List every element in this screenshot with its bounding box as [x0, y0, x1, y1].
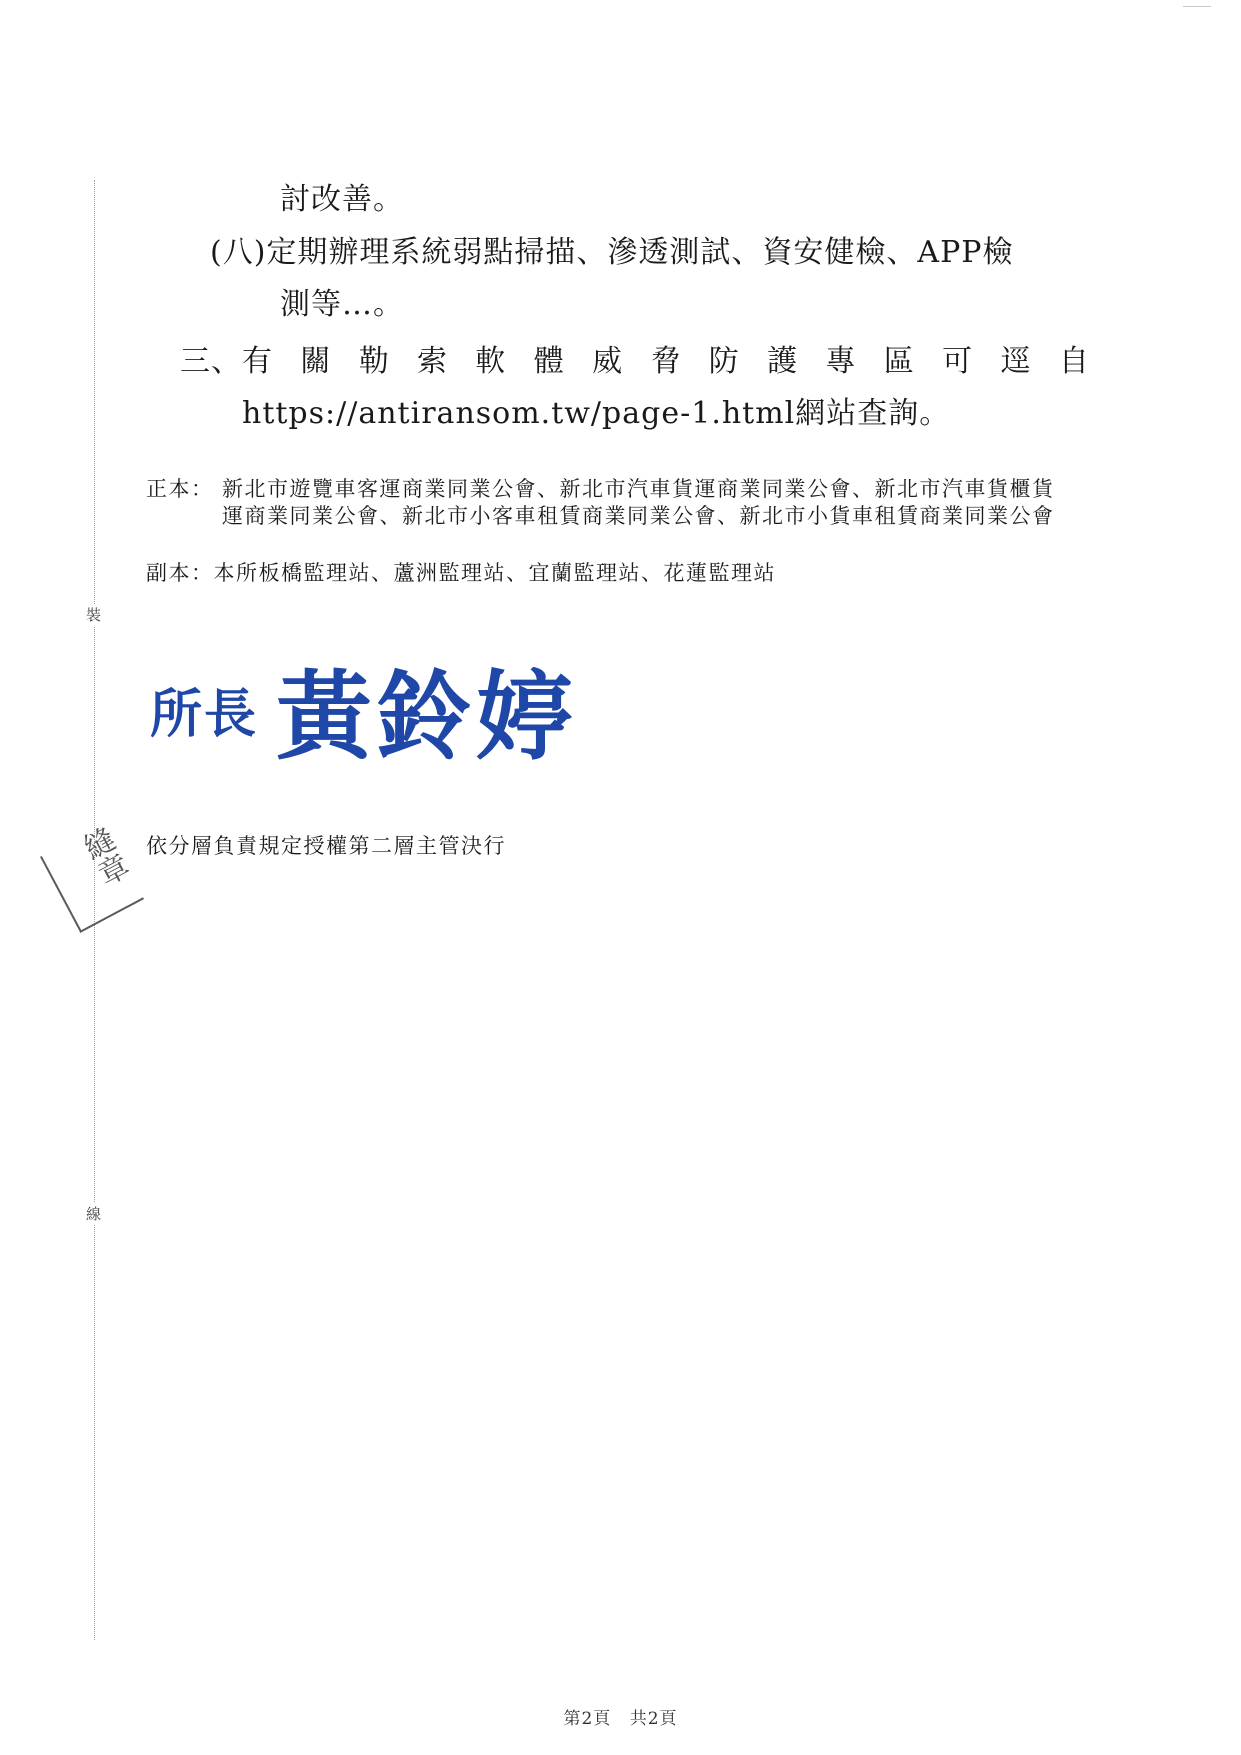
distribution-copy	[146, 560, 776, 587]
signature-name: 黃鈴婷	[276, 660, 576, 770]
body-line-4-char: 威	[592, 344, 624, 379]
body-line-4-char: 區	[883, 344, 915, 379]
signature-stamp	[146, 650, 626, 770]
body-line-4-char: 逕	[1000, 344, 1032, 379]
body-line-4-char: 自	[1058, 344, 1090, 379]
body-line-4-char: 專	[825, 344, 857, 379]
body-line-4-char: 防	[708, 344, 740, 379]
body-line-5: https://antiransom.tw/page-1.html網站查詢。	[242, 396, 951, 431]
distribution-copy-text: 本所板橋監理站、蘆洲監理站、宜蘭監理站、花蓮監理站	[213, 561, 776, 585]
body-line-1: 討改善。	[280, 182, 404, 217]
seam-stamp	[40, 823, 144, 933]
signature-title: 所長	[150, 684, 259, 745]
corner-mark	[1183, 6, 1211, 7]
distribution-main-text: 新北市遊覽車客運商業同業公會、新北市汽車貨運商業同業公會、新北市汽車貨櫃貨運商業同業公會、新北市小客車租賃商業同業公會、新北市小貨車租賃商業同業公會	[222, 477, 1055, 528]
distribution-copy-label: 副本：	[146, 561, 214, 585]
page-number-total: 共2頁	[629, 1709, 678, 1729]
body-line-4-char: 體	[533, 344, 565, 379]
binding-mark-top: 裝	[86, 606, 102, 624]
page-number-current: 第2頁	[563, 1709, 612, 1729]
binding-mark-bottom: 線	[86, 1205, 102, 1223]
body-line-4-char: 可	[942, 344, 974, 379]
body-line-4-char: 軟	[475, 344, 507, 379]
page-number	[0, 1704, 1241, 1729]
body-line-4-char: 關	[300, 344, 332, 379]
seam-stamp-text: 縫章	[73, 822, 133, 893]
body-line-4-char: 勒	[358, 344, 390, 379]
body-line-4-char: 脅	[650, 344, 682, 379]
delegation-note: 依分層負責規定授權第二層主管決行	[146, 834, 506, 858]
distribution-main-label: 正本：	[146, 477, 214, 501]
body-line-3: 測等…。	[280, 287, 404, 322]
body-line-4	[180, 342, 1090, 382]
body-line-2: (八)定期辦理系統弱點掃描、滲透測試、資安健檢、APP檢	[210, 235, 1014, 270]
body-line-4-char: 索	[417, 344, 449, 379]
body-line-4-char: 三、有	[180, 344, 273, 379]
body-line-4-char: 護	[767, 344, 799, 379]
